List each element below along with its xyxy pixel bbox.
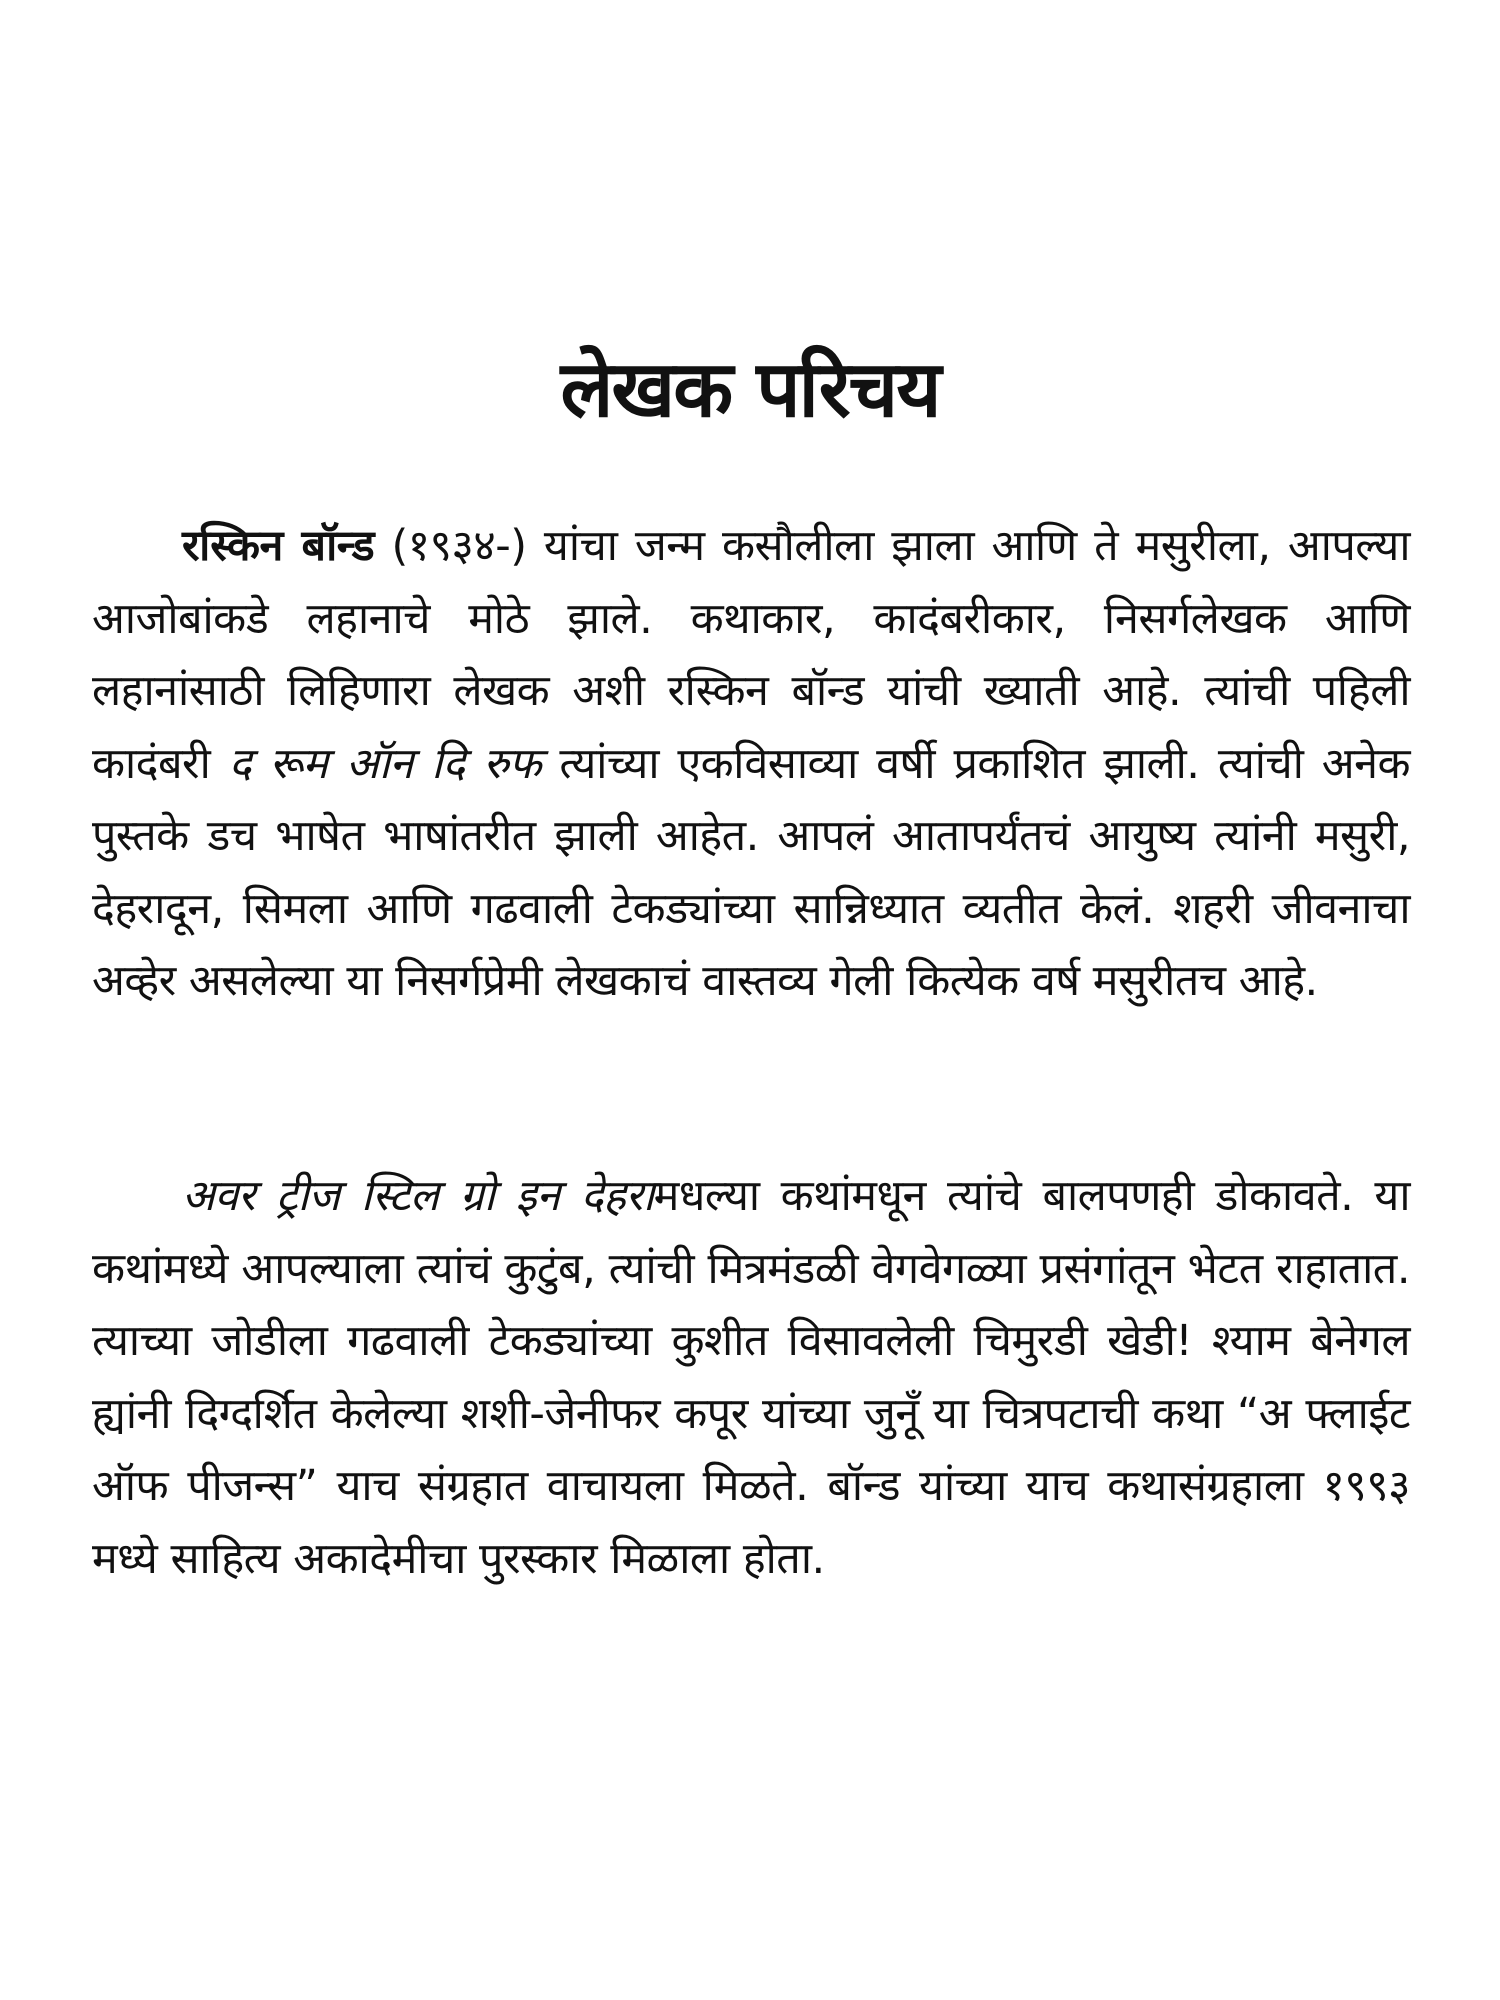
paragraph-text: मधल्या कथांमधून त्यांचे बालपणही डोकावते. या कथांमध्ये आपल्याला त्यांचं कुटुंब, त्यांची मित्रमंडळी वेगवेगळ्या प्रसंगांतून भेटत राहातात. त्याच्या जोडीला गढवाली टेकड्यांच्या कुशीत विसावलेली चिमुरडी खेडी! श्याम बेनेगल ह्यांनी दिग्दर्शित केलेल्या शशी-जेनीफर कपूर यांच्या जुनूँ या चित्रपटाची कथा “अ फ्लाईट ऑफ पीजन्स” याच संग्रहात वाचायला मिळते. बॉन्ड यांच्या याच कथासंग्रहाला १९९३ मध्ये साहित्य अकादेमीचा पुरस्कार मिळाला होता. [92,1171,1410,1584]
book-title-first-novel: द रूम ऑन दि रुफ [228,738,541,789]
paragraph-author-bio [92,510,1410,1018]
book-title-collection: अवर ट्रीज स्टिल ग्रो इन देहरा [182,1171,654,1221]
paragraph-text: (१९३४-) यांचा जन्म कसौलीला झाला आणि ते मसुरीला, आपल्या आजोबांकडे लहानाचे मोठे झाले. कथाकार, कादंबरीकार, निसर्गलेखक आणि लहानांसाठी लिहिणारा लेखक अशी रस्किन बॉन्ड यांची ख्याती आहे. त्यांची पहिली कादंबरी [92,521,1410,789]
paragraph-story-collection [92,1160,1410,1595]
page-title: लेखक परिचय [560,345,940,435]
author-name: रस्किन बॉन्ड [182,521,375,571]
paragraph-text: त्यांच्या एकविसाव्या वर्षी प्रकाशित झाली. त्यांची अनेक पुस्तके डच भाषेत भाषांतरीत झाली आहेत. आपलं आतापर्यंतचं आयुष्य त्यांनी मसुरी, देहरादून, सिमला आणि गढवाली टेकड्यांच्या सान्निध्यात व्यतीत केलं. शहरी जीवनाचा अव्हेर असलेल्या या निसर्गप्रेमी लेखकाचं वास्तव्य गेली कित्येक वर्ष मसुरीतच आहे. [92,738,1410,1006]
